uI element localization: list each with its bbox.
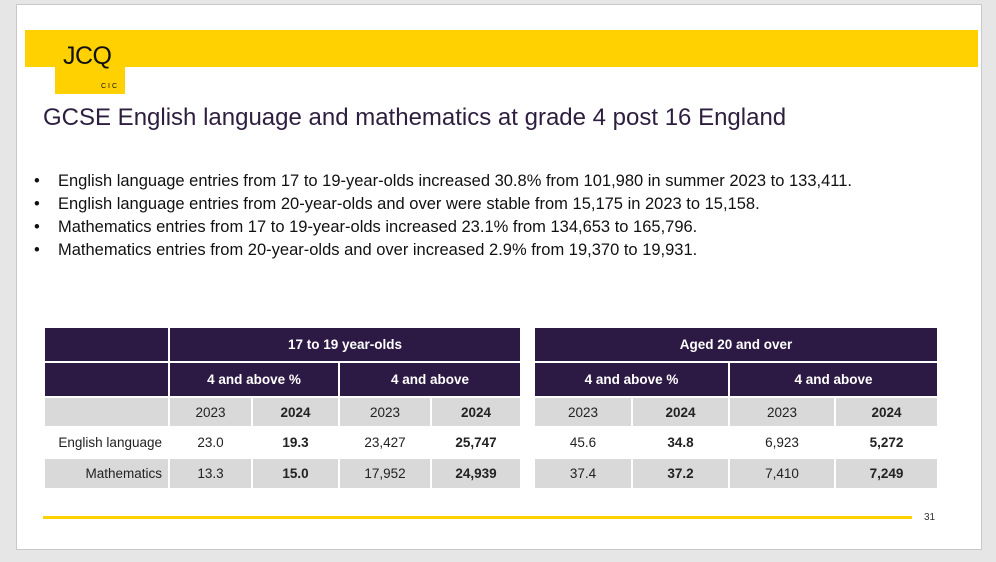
table-cell: 37.2 — [633, 459, 728, 488]
header-blank-cell — [45, 363, 168, 396]
row-label: Mathematics — [45, 459, 168, 488]
table-row — [535, 459, 937, 488]
year-cell: 2023 — [170, 398, 251, 426]
year-row — [45, 398, 520, 426]
table-cell: 17,952 — [340, 459, 430, 488]
table-subheader-row — [45, 363, 520, 396]
table-cell: 23.0 — [170, 428, 251, 457]
row-label: English language — [45, 428, 168, 457]
table-row — [45, 459, 520, 488]
year-cell: 2024 — [633, 398, 728, 426]
year-blank-cell — [45, 398, 168, 426]
table-cell: 34.8 — [633, 428, 728, 457]
group-header: Aged 20 and over — [535, 328, 937, 361]
bullet-item: • English language entries from 17 to 19-year-olds increased 30.8% from 101,980 in summer 2023 to 133,411. — [32, 170, 912, 192]
jcq-logo — [55, 32, 125, 94]
table-20-and-over — [533, 326, 939, 490]
table-cell: 7,249 — [836, 459, 937, 488]
page-number: 31 — [924, 512, 936, 523]
table-cell: 5,272 — [836, 428, 937, 457]
table-cell: 37.4 — [535, 459, 631, 488]
year-row — [535, 398, 937, 426]
year-cell: 2024 — [836, 398, 937, 426]
year-cell: 2023 — [535, 398, 631, 426]
group-header: 17 to 19 year-olds — [170, 328, 520, 361]
table-cell: 6,923 — [730, 428, 834, 457]
footer-rule — [43, 516, 912, 519]
slide-title: GCSE English language and mathematics at grade 4 post 16 England — [43, 104, 787, 131]
table-header-row — [45, 328, 520, 361]
logo-sub: CIC — [100, 83, 119, 90]
table-row — [45, 428, 520, 457]
table-cell: 24,939 — [432, 459, 520, 488]
bullet-list — [32, 170, 912, 262]
header-band — [25, 30, 978, 67]
subheader-percent: 4 and above % — [535, 363, 728, 396]
bullet-item: • Mathematics entries from 17 to 19-year-olds increased 23.1% from 134,653 to 165,796. — [32, 216, 912, 238]
logo-mark: JCQ — [63, 42, 112, 70]
table-cell: 45.6 — [535, 428, 631, 457]
subheader-count: 4 and above — [340, 363, 520, 396]
year-cell: 2024 — [253, 398, 338, 426]
table-cell: 25,747 — [432, 428, 520, 457]
bullet-item: • Mathematics entries from 20-year-olds and over increased 2.9% from 19,370 to 19,931. — [32, 239, 912, 261]
header-blank-cell — [45, 328, 168, 361]
table-subheader-row — [535, 363, 937, 396]
table-cell: 13.3 — [170, 459, 251, 488]
table-cell: 15.0 — [253, 459, 338, 488]
table-header-row — [535, 328, 937, 361]
subheader-percent: 4 and above % — [170, 363, 338, 396]
table-row — [535, 428, 937, 457]
year-cell: 2024 — [432, 398, 520, 426]
table-cell: 23,427 — [340, 428, 430, 457]
table-cell: 7,410 — [730, 459, 834, 488]
table-cell: 19.3 — [253, 428, 338, 457]
year-cell: 2023 — [730, 398, 834, 426]
table-17-to-19 — [43, 326, 522, 490]
subheader-count: 4 and above — [730, 363, 937, 396]
year-cell: 2023 — [340, 398, 430, 426]
bullet-item: • English language entries from 20-year-olds and over were stable from 15,175 in 2023 to 15,158. — [32, 193, 912, 215]
